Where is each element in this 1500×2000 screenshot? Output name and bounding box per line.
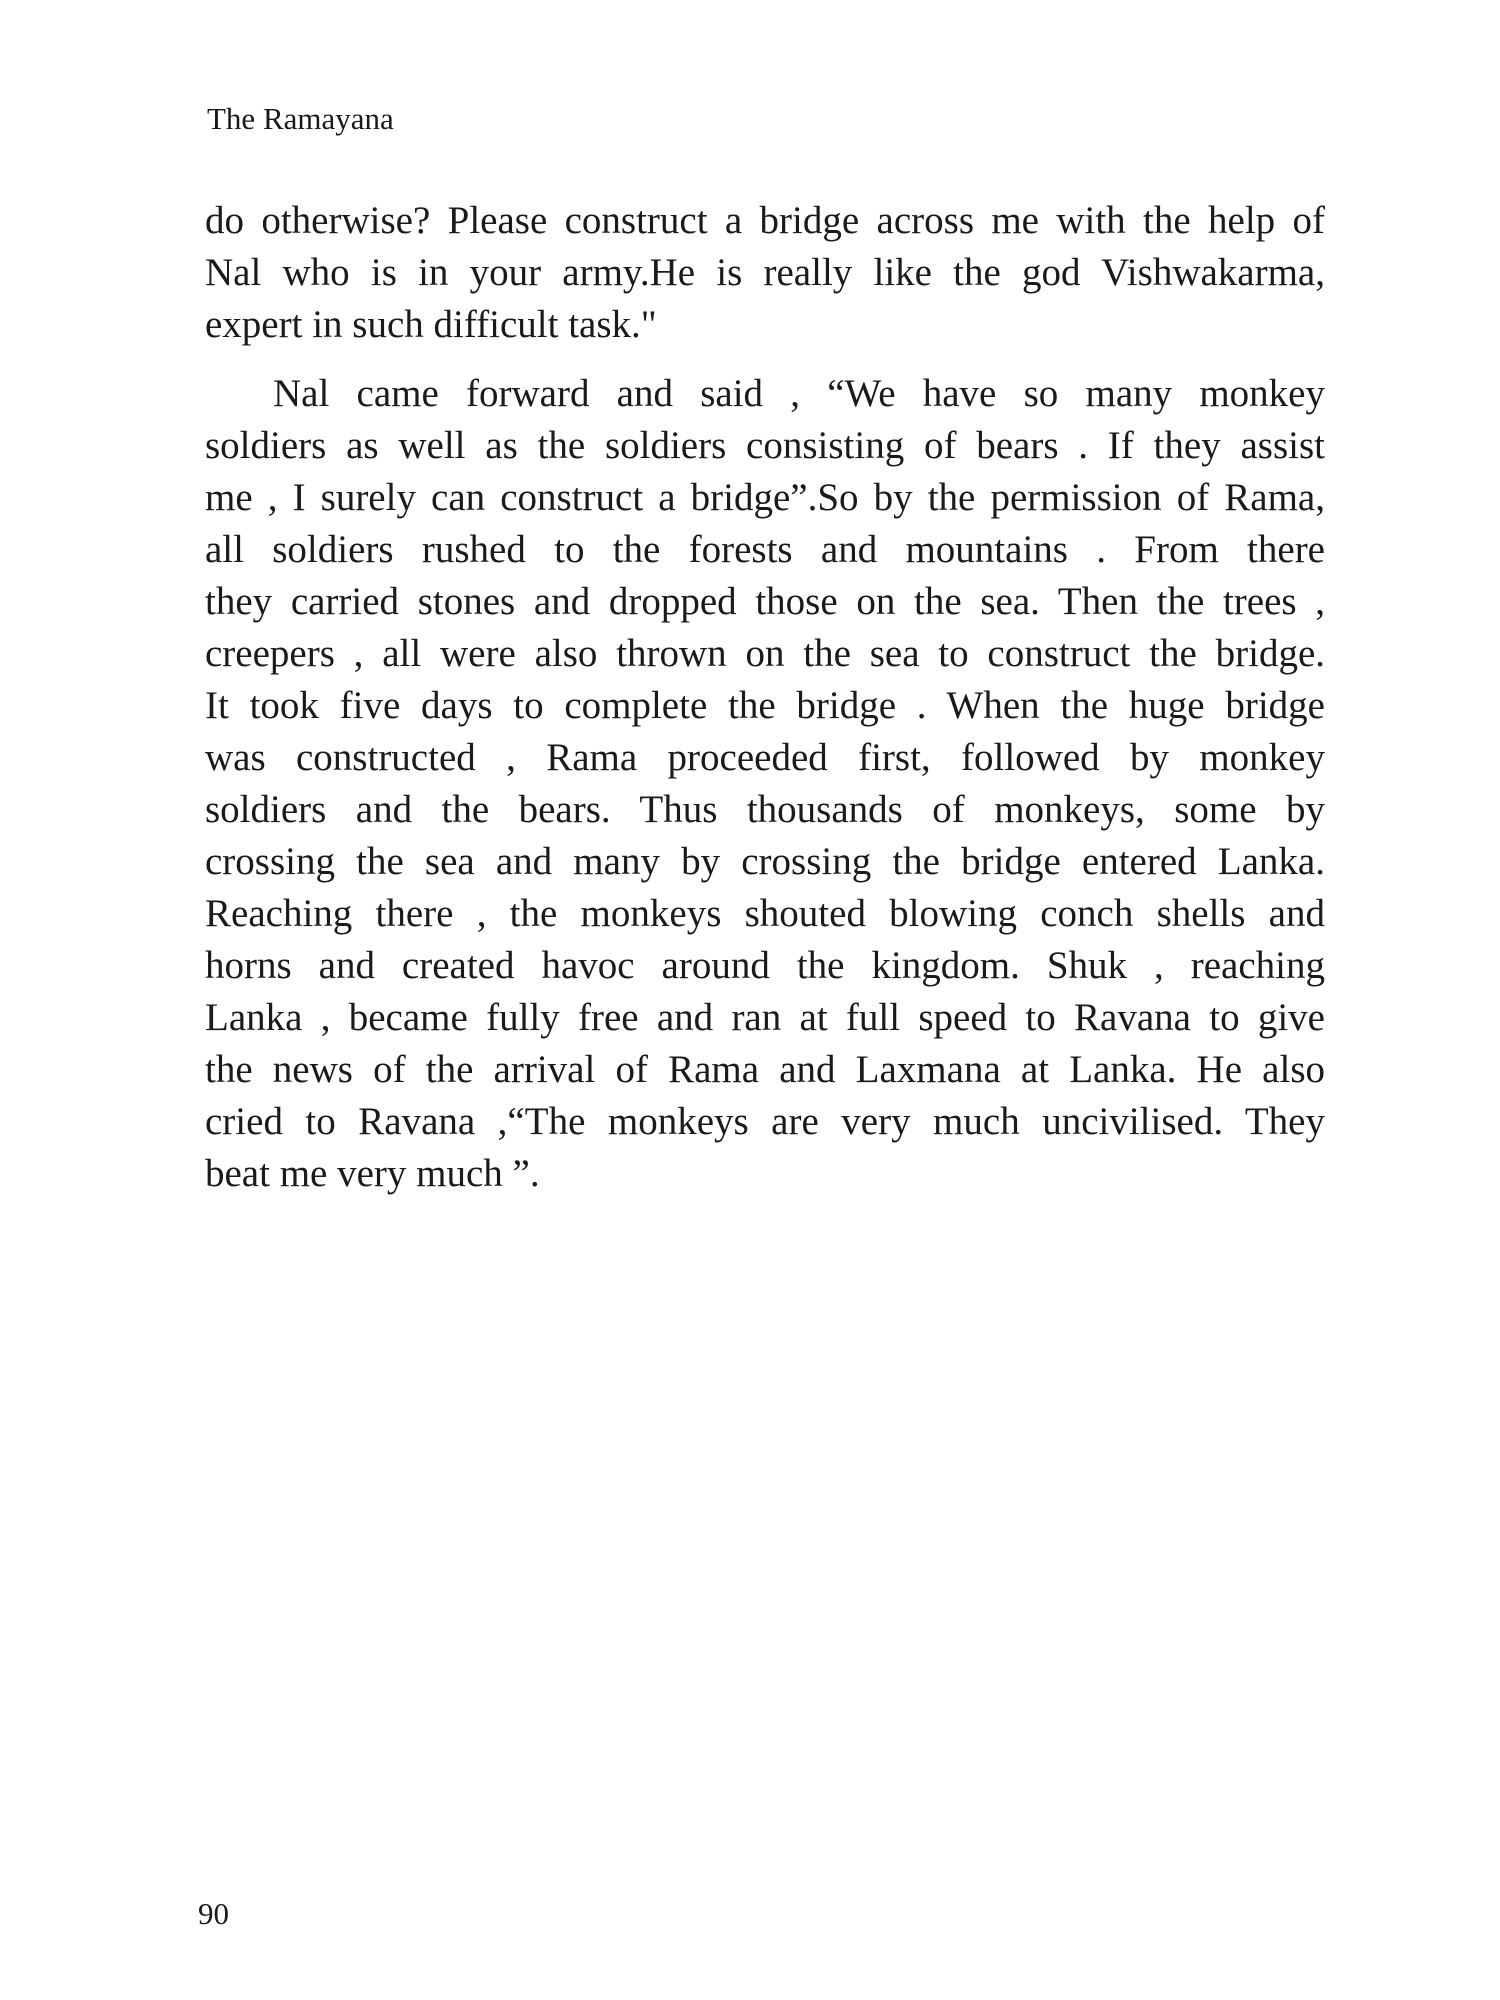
text-line: was constructed , Rama proceeded first, followed by monkey <box>205 736 1325 779</box>
text-line: It took five days to complete the bridge . When the huge bridge <box>205 684 1325 727</box>
text-line: horns and created havoc around the kingdom. Shuk , reaching <box>205 944 1325 987</box>
text-line: creepers , all were also thrown on the sea to construct the bridge. <box>205 632 1325 675</box>
body-text <box>205 195 1325 1200</box>
paragraph-1 <box>205 195 1325 351</box>
text-line: soldiers as well as the soldiers consisting of bears . If they assist <box>205 424 1325 467</box>
text-line: Nal came forward and said , “We have so many monkey <box>273 372 1325 415</box>
text-line: Lanka , became fully free and ran at full speed to Ravana to give <box>205 996 1325 1039</box>
text-line: Nal who is in your army.He is really like the god Vishwakarma, <box>205 251 1325 294</box>
text-line: crossing the sea and many by crossing the bridge entered Lanka. <box>205 840 1325 883</box>
text-line: me , I surely can construct a bridge”.So by the permission of Rama, <box>205 476 1325 519</box>
text-line: all soldiers rushed to the forests and mountains . From there <box>205 528 1325 571</box>
text-line: they carried stones and dropped those on the sea. Then the trees , <box>205 580 1325 623</box>
running-header: The Ramayana <box>207 101 394 136</box>
text-line: soldiers and the bears. Thus thousands of monkeys, some by <box>205 788 1325 831</box>
text-line: the news of the arrival of Rama and Laxmana at Lanka. He also <box>205 1048 1325 1091</box>
page-number: 90 <box>198 1896 229 1931</box>
text-line: do otherwise? Please construct a bridge across me with the help of <box>205 199 1325 242</box>
text-line: beat me very much ”. <box>205 1152 540 1195</box>
paragraph-2 <box>205 368 1325 1200</box>
text-line: Reaching there , the monkeys shouted blowing conch shells and <box>205 892 1325 935</box>
text-line: cried to Ravana ,“The monkeys are very much uncivilised. They <box>205 1100 1325 1143</box>
text-line: expert in such difficult task." <box>205 303 657 346</box>
